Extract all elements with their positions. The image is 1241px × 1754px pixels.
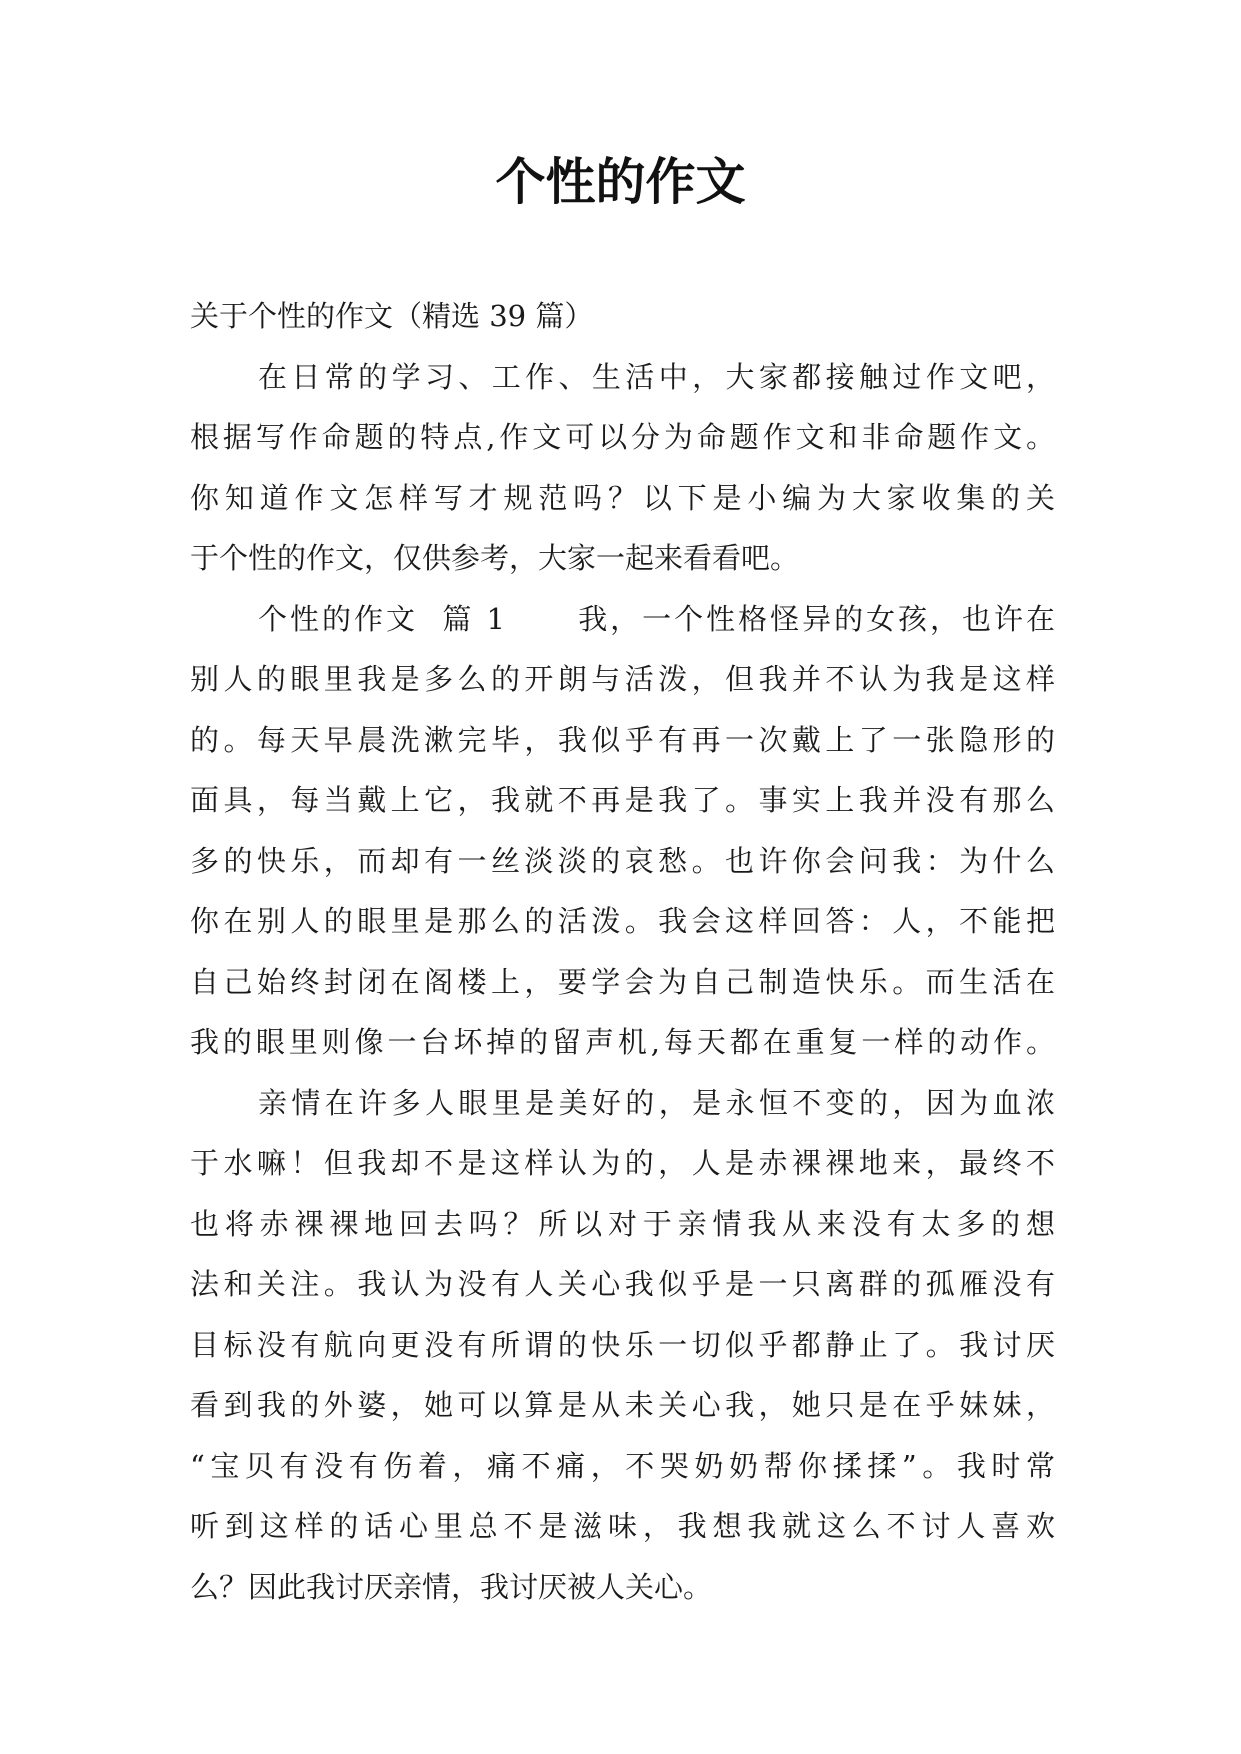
paragraph-2-line-1: 个性的作文 篇 1 我，一个性格怪异的女孩，也许在 xyxy=(258,601,1055,636)
paragraph-3-line-8: 听到这样的话心里总不是滋味，我想我就这么不讨人喜欢 xyxy=(190,1509,1055,1543)
paragraph-2-line-6: 你在别人的眼里是那么的活泼。我会这样回答：人，不能把 xyxy=(190,904,1055,938)
paragraph-3-line-3: 也将赤裸裸地回去吗？所以对于亲情我从来没有太多的想 xyxy=(190,1206,1055,1241)
document-title: 个性的作文 xyxy=(495,152,746,211)
paragraph-3-line-4: 法和关注。我认为没有人关心我似乎是一只离群的孤雁没有 xyxy=(190,1267,1055,1301)
paragraph-2-line-3: 的。每天早晨洗漱完毕，我似乎有再一次戴上了一张隐形的 xyxy=(190,722,1055,757)
paragraph-3-line-7: “宝贝有没有伤着，痛不痛，不哭奶奶帮你揉揉”。我时常 xyxy=(190,1448,1055,1483)
paragraph-2-line-4: 面具，每当戴上它，我就不再是我了。事实上我并没有那么 xyxy=(190,783,1055,817)
document-subtitle: 关于个性的作文（精选 39 篇） xyxy=(190,299,594,333)
paragraph-2-line-5: 多的快乐，而却有一丝淡淡的哀愁。也许你会问我：为什么 xyxy=(190,843,1055,878)
paragraph-1-line-1: 在日常的学习、工作、生活中，大家都接触过作文吧， xyxy=(258,359,1055,394)
paragraph-1-line-3: 你知道作文怎样写才规范吗？以下是小编为大家收集的关 xyxy=(190,480,1055,515)
paragraph-3-line-2: 于水嘛！但我却不是这样认为的，人是赤裸裸地来，最终不 xyxy=(190,1146,1055,1180)
paragraph-3-line-9: 么？因此我讨厌亲情，我讨厌被人关心。 xyxy=(190,1569,713,1604)
paragraph-2-line-2: 别人的眼里我是多么的开朗与活泼，但我并不认为我是这样 xyxy=(190,662,1055,696)
document-body xyxy=(190,286,1055,1617)
paragraph-2-line-7: 自己始终封闭在阁楼上，要学会为自己制造快乐。而生活在 xyxy=(190,964,1055,999)
paragraph-3-line-5: 目标没有航向更没有所谓的快乐一切似乎都静止了。我讨厌 xyxy=(190,1327,1055,1362)
paragraph-2-line-8: 我的眼里则像一台坏掉的留声机,每天都在重复一样的动作。 xyxy=(190,1025,1055,1059)
paragraph-3-line-6: 看到我的外婆，她可以算是从未关心我，她只是在乎妹妹， xyxy=(190,1388,1055,1422)
paragraph-1-line-4: 于个性的作文，仅供参考，大家一起来看看吧。 xyxy=(190,541,800,575)
paragraph-3-line-1: 亲情在许多人眼里是美好的，是永恒不变的，因为血浓 xyxy=(258,1085,1055,1120)
paragraph-1-line-2: 根据写作命题的特点,作文可以分为命题作文和非命题作文。 xyxy=(190,420,1055,454)
